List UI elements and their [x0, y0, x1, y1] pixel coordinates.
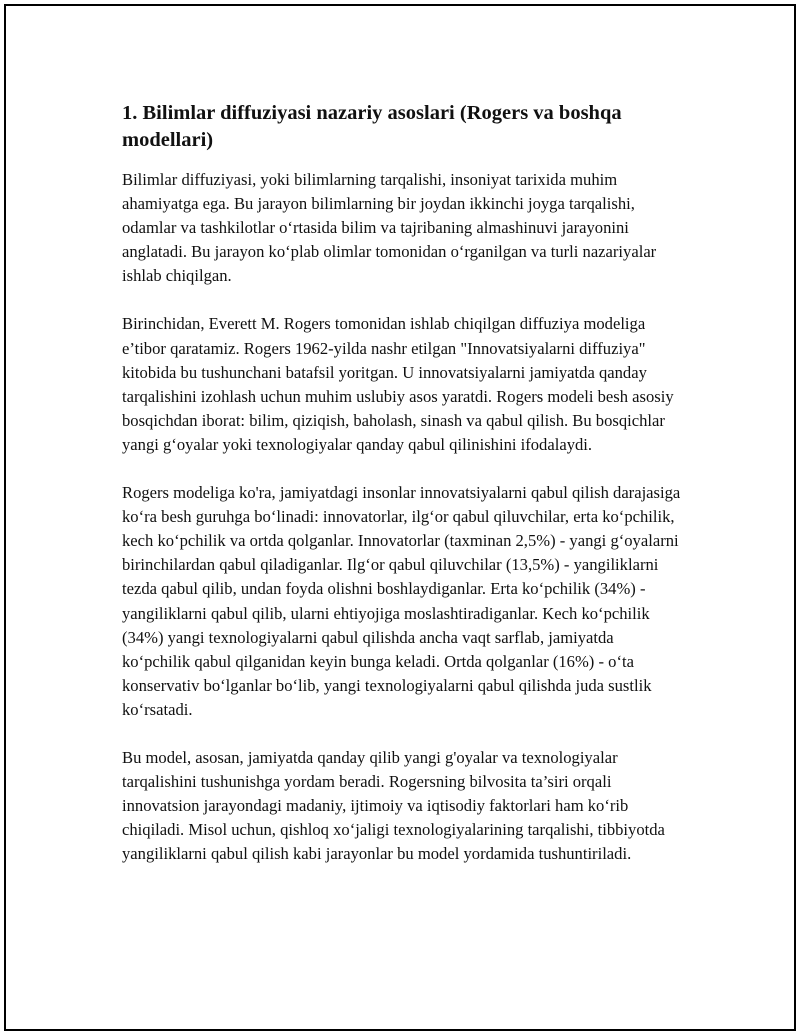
paragraph-model-significance: Bu model, asosan, jamiyatda qanday qilib yangi g'oyalar va texnologiyalar tarqalishini tushunishga yordam beradi. Rogersning bilvosita ta’siri orqali innovatsion jarayondagi madaniy, ijtimoiy va iqtisodiy faktorlari ham ko‘rib chiqiladi. Misol uchun, qishloq xo‘jaligi texnologiyalarining tarqalishi, tibbiyotda yangiliklarni qabul qilish kabi jarayonlar bu model yordamida tushuntiriladi. [122, 747, 665, 864]
document-body [122, 100, 682, 890]
paragraph-rogers-model: Birinchidan, Everett M. Rogers tomonidan ishlab chiqilgan diffuziya modeliga e’tibor qaratamiz. Rogers 1962-yilda nashr etilgan "Innovatsiyalarni diffuziya" kitobida bu tushunchani batafsil yoritgan. U innovatsiyalarni jamiyatda qanday tarqalishini izohlash uchun muhim uslubiy asos yaratdi. Rogers modeli besh asosiy bosqichdan iborat: bilim, qiziqish, baholash, sinash va qabul qilish. Bu bosqichlar yangi g‘oyalar yoki texnologiyalar qanday qabul qilinishini ifodalaydi. [122, 314, 674, 454]
section-heading: 1. Bilimlar diffuziyasi nazariy asoslari (Rogers va boshqa modellari) [122, 102, 622, 151]
paragraph-introduction: Bilimlar diffuziyasi, yoki bilimlarning tarqalishi, insoniyat tarixida muhim ahamiyatga ega. Bu jarayon bilimlarning bir joydan ikkinchi joyga tarqalishi, odamlar va tashkilotlar o‘rtasida bilim va tajribaning almashinuvi jarayonini anglatadi. Bu jarayon ko‘plab olimlar tomonidan o‘rganilgan va turli nazariyalar ishlab chiqilgan. [122, 170, 657, 286]
page-frame [4, 4, 796, 1031]
paragraph-adopter-groups: Rogers modeliga ko'ra, jamiyatdagi insonlar innovatsiyalarni qabul qilish darajasiga ko‘ra besh guruhga bo‘linadi: innovatorlar, ilg‘or qabul qiluvchilar, erta ko‘pchilik, kech ko‘pchilik va ortda qolganlar. Innovatorlar (taxminan 2,5%) - yangi g‘oyalarni birinchilardan qabul qiladiganlar. Ilg‘or qabul qiluvchilar (13,5%) - yangiliklarni tezda qabul qilib, undan foyda olishni boshlaydiganlar. Erta ko‘pchilik (34%) - yangiliklarni qabul qilib, ularni ehtiyojiga moslashtiradiganlar. Kech ko‘pchilik (34%) yangi texnologiyalarni qabul qilishda ancha vaqt sarflab, jamiyatda ko‘pchilik qabul qilganidan keyin bunga keladi. Ortda qolganlar (16%) - o‘ta konservativ bo‘lganlar bo‘lib, yangi texnologiyalarni qabul qilishda juda sustlik ko‘rsatadi. [122, 483, 681, 719]
